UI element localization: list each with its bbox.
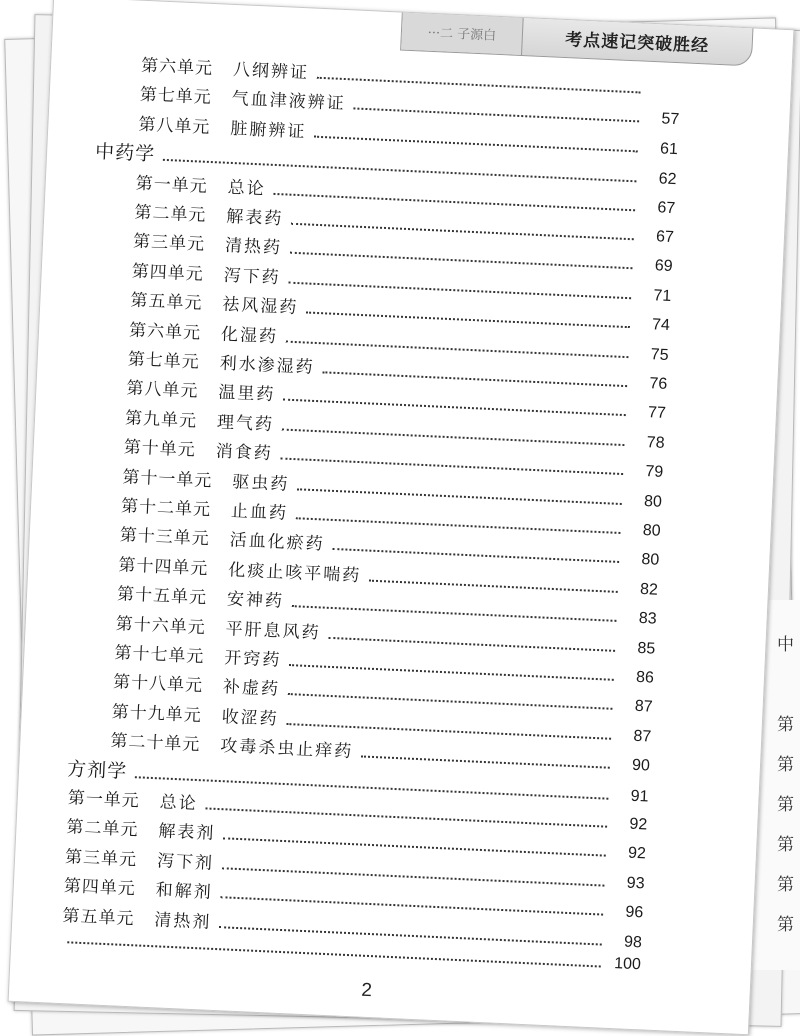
toc-unit-label: 第八单元	[138, 114, 211, 138]
toc-page-number: 76	[649, 375, 668, 393]
toc-topic-title: 平肝息风药	[225, 618, 322, 644]
toc-topic-title: 气血津液辨证	[231, 89, 347, 115]
toc-page-number: 71	[653, 287, 672, 305]
toc-topic-title: 化痰止咳平喘药	[227, 560, 362, 587]
toc-page-number: 85	[637, 639, 656, 658]
toc-topic-title: 祛风湿药	[221, 294, 299, 319]
toc-topic-title: 化湿药	[220, 324, 279, 347]
toc-page-number: 67	[655, 228, 675, 247]
toc-page-number: 75	[650, 345, 669, 364]
toc-page-number: 87	[633, 727, 652, 746]
adjacent-page-char: 第	[777, 915, 794, 935]
toc-unit-label: 第二单元	[134, 202, 207, 226]
toc-page-number: 80	[642, 521, 661, 540]
toc-page-number: 67	[657, 198, 676, 217]
toc-unit-label: 第三单元	[132, 231, 206, 256]
toc-topic-title: 清热剂	[153, 909, 212, 933]
toc-topic-title: 清热药	[224, 236, 283, 259]
toc-topic-title: 开窍药	[223, 648, 282, 671]
page-number: 2	[360, 979, 373, 1002]
toc-page-number: 57	[661, 110, 680, 129]
toc-topic-title: 解表药	[225, 206, 284, 230]
header-title: 考点速记突破胜经	[564, 29, 710, 56]
toc-unit-label: 第五单元	[130, 290, 203, 314]
toc-topic-title: 和解剂	[155, 880, 214, 904]
toc-section-title: 中药学	[94, 140, 156, 166]
toc-unit-label: 第二十单元	[110, 731, 201, 756]
toc-page-number	[646, 94, 680, 96]
toc-section-title: 方剂学	[66, 757, 128, 783]
toc-unit-label: 第六单元	[140, 55, 214, 80]
toc-page-number: 92	[629, 815, 648, 834]
toc-topic-title: 泻下剂	[156, 851, 215, 874]
toc-topic-title: 总论	[159, 792, 199, 815]
toc-topic-title: 八纲辨证	[232, 59, 310, 84]
toc-topic-title: 攻毒杀虫止痒药	[219, 736, 354, 763]
toc-unit-label: 第十二单元	[120, 496, 212, 521]
toc-page-number: 61	[659, 140, 679, 158]
toc-unit-label: 第十五单元	[116, 584, 208, 609]
toc-unit-label: 第一单元	[67, 788, 141, 812]
toc-topic-title: 收涩药	[221, 706, 280, 730]
toc-topic-title: 活血化瘀药	[229, 530, 326, 555]
toc-topic-title: 止血药	[230, 501, 289, 524]
adjacent-page-char: 中	[777, 635, 794, 655]
toc-unit-label: 第六单元	[128, 320, 202, 344]
toc-leader-dots	[361, 755, 610, 769]
toc-topic-title: 理气药	[216, 412, 275, 435]
toc-page-number: 92	[627, 845, 647, 863]
toc-page	[8, 0, 795, 1035]
toc-unit-label: 第十九单元	[111, 701, 203, 726]
toc-page-number: 93	[626, 874, 645, 893]
toc-unit-label: 第七单元	[127, 349, 201, 373]
toc-page-number: 69	[654, 257, 673, 276]
toc-unit-label: 第一单元	[135, 173, 209, 197]
toc-page-number: 80	[643, 492, 663, 511]
toc-page-number: 83	[638, 610, 657, 628]
adjacent-page-char: 第	[777, 715, 794, 735]
adjacent-page-char: 第	[777, 835, 794, 855]
toc-topic-title: 解表剂	[157, 821, 216, 845]
toc-page-number: 86	[635, 668, 655, 687]
toc-unit-label: 第四单元	[63, 876, 137, 900]
toc-page-number: 78	[646, 433, 665, 452]
toc-page-number: 74	[651, 316, 671, 335]
toc-page-number: 96	[625, 903, 644, 922]
toc-topic-title: 安神药	[226, 589, 285, 612]
toc-topic-title: 泻下药	[223, 265, 282, 289]
toc-unit-label: 第三单元	[64, 846, 138, 871]
toc-unit-label: 第十七单元	[114, 643, 205, 668]
toc-unit-label: 第八单元	[126, 378, 199, 403]
toc-unit-label: 第十一单元	[122, 466, 213, 491]
toc-leader-dots	[369, 578, 618, 592]
toc-topic-title: 消食药	[215, 441, 274, 465]
toc-page-number: 98	[623, 933, 643, 951]
toc-unit-label: 第十四单元	[118, 555, 209, 580]
toc-page-number: 80	[641, 551, 660, 570]
toc-topic-title: 驱虫药	[231, 471, 290, 495]
running-header	[400, 9, 754, 67]
adjacent-page-char: 第	[777, 875, 794, 895]
toc-page-number: 77	[647, 404, 667, 423]
adjacent-page-char: 第	[777, 795, 794, 815]
toc-topic-title: 脏腑辨证	[229, 118, 307, 143]
toc-page-number: 87	[634, 698, 653, 716]
toc-unit-label: 第十三单元	[119, 525, 211, 550]
toc-topic-title: 利水渗湿药	[219, 353, 316, 378]
adjacent-page-char: 第	[777, 755, 794, 775]
toc-unit-label: 第五单元	[62, 905, 135, 929]
toc-page-number: 82	[639, 580, 659, 599]
toc-unit-label: 第十八单元	[112, 672, 204, 697]
toc-page-number: 100	[613, 955, 642, 974]
toc-page-number: 90	[631, 756, 651, 775]
toc-unit-label: 第四单元	[131, 261, 205, 285]
toc-unit-label: 第十六单元	[115, 613, 207, 638]
toc-topic-title: 温里药	[217, 382, 276, 406]
toc-unit-label: 第九单元	[124, 408, 198, 432]
toc-page-number: 91	[630, 787, 649, 806]
toc-unit-label: 第二单元	[66, 817, 139, 841]
toc-page-number: 62	[658, 170, 677, 189]
toc-unit-label: 第七单元	[139, 85, 213, 109]
toc-topic-title: 总论	[227, 177, 267, 200]
toc-page-number: 79	[645, 463, 664, 482]
toc-topic-title: 补虚药	[222, 677, 281, 701]
toc-unit-label: 第十单元	[123, 437, 197, 461]
header-left-text: ···二 子源白	[401, 10, 524, 55]
